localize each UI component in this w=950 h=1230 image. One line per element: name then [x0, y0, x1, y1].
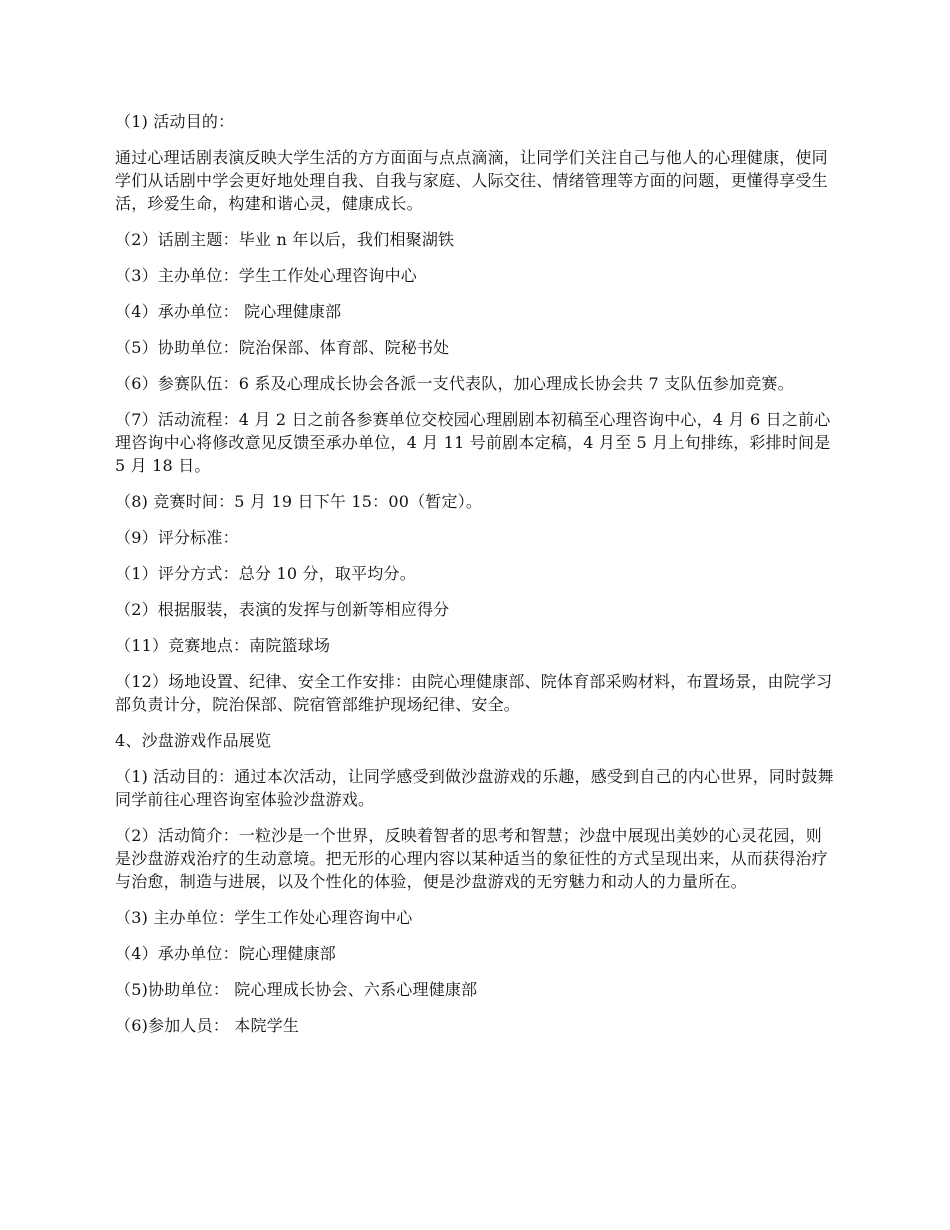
paragraph-sandplay-goal: （1) 活动目的：通过本次活动，让同学感受到做沙盘游戏的乐趣，感受到自己的内心世界，同时鼓舞同学前往心理咨询室体验沙盘游戏。	[115, 767, 834, 809]
section-heading-sandplay: 4、沙盘游戏作品展览	[115, 731, 272, 750]
paragraph-drama-theme: （2）话剧主题：毕业 n 年以后，我们相聚湖铁	[115, 230, 455, 249]
paragraph-venue: （11）竞赛地点：南院篮球场	[115, 636, 331, 655]
paragraph-sandplay-participants: （6)参加人员： 本院学生	[115, 1016, 300, 1035]
paragraph-teams: （6）参赛队伍：6 系及心理成长协会各派一支代表队，加心理成长协会共 7 支队伍参加竞赛。	[115, 374, 794, 393]
paragraph-organizer: （3）主办单位：学生工作处心理咨询中心	[115, 266, 417, 285]
paragraph-sandplay-organizer: （3) 主办单位：学生工作处心理咨询中心	[115, 908, 413, 927]
paragraph-sandplay-assisting-unit: （5)协助单位： 院心理成长协会、六系心理健康部	[115, 980, 478, 999]
paragraph-scoring-standard: （9）评分标准：	[115, 528, 239, 547]
paragraph-activity-goal-body: 通过心理话剧表演反映大学生活的方方面面与点点滴滴，让同学们关注自己与他人的心理健康，使同学们从话剧中学会更好地处理自我、自我与家庭、人际交往、情绪管理等方面的问题，更懂得享受生活，珍爱生命，构建和谐心灵，健康成长。	[115, 148, 828, 213]
paragraph-activity-goal-heading: （1) 活动目的：	[115, 112, 235, 131]
paragraph-assisting-unit: （5）协助单位：院治保部、体育部、院秘书处	[115, 338, 450, 357]
document-body	[115, 110, 837, 1050]
paragraph-competition-time: （8) 竞赛时间：5 月 19 日下午 15：00（暂定）。	[115, 492, 483, 511]
paragraph-scoring-method: （1）评分方式：总分 10 分，取平均分。	[115, 564, 416, 583]
paragraph-arrangements: （12）场地设置、纪律、安全工作安排：由院心理健康部、院体育部采购材料，布置场景，由院学习部负责计分，院治保部、院宿管部维护现场纪律、安全。	[115, 672, 833, 714]
paragraph-sandplay-host-unit: （4）承办单位：院心理健康部	[115, 944, 336, 963]
paragraph-scoring-costume: （2）根据服装，表演的发挥与创新等相应得分	[115, 600, 450, 619]
paragraph-process: （7）活动流程：4 月 2 日之前各参赛单位交校园心理剧剧本初稿至心理咨询中心，4 月 6 日之前心理咨询中心将修改意见反馈至承办单位，4 月 11 号前剧本定稿，4 月至 5 月上旬排练，彩排时间是 5 月 18 日。	[115, 410, 831, 475]
paragraph-host-unit: （4）承办单位： 院心理健康部	[115, 302, 342, 321]
paragraph-sandplay-intro: （2）活动简介：一粒沙是一个世界，反映着智者的思考和智慧；沙盘中展现出美妙的心灵花园，则是沙盘游戏治疗的生动意境。把无形的心理内容以某种适当的象征性的方式呈现出来，从而获得治疗与治愈，制造与进展，以及个性化的体验，便是沙盘游戏的无穷魅力和动人的力量所在。	[115, 826, 828, 891]
